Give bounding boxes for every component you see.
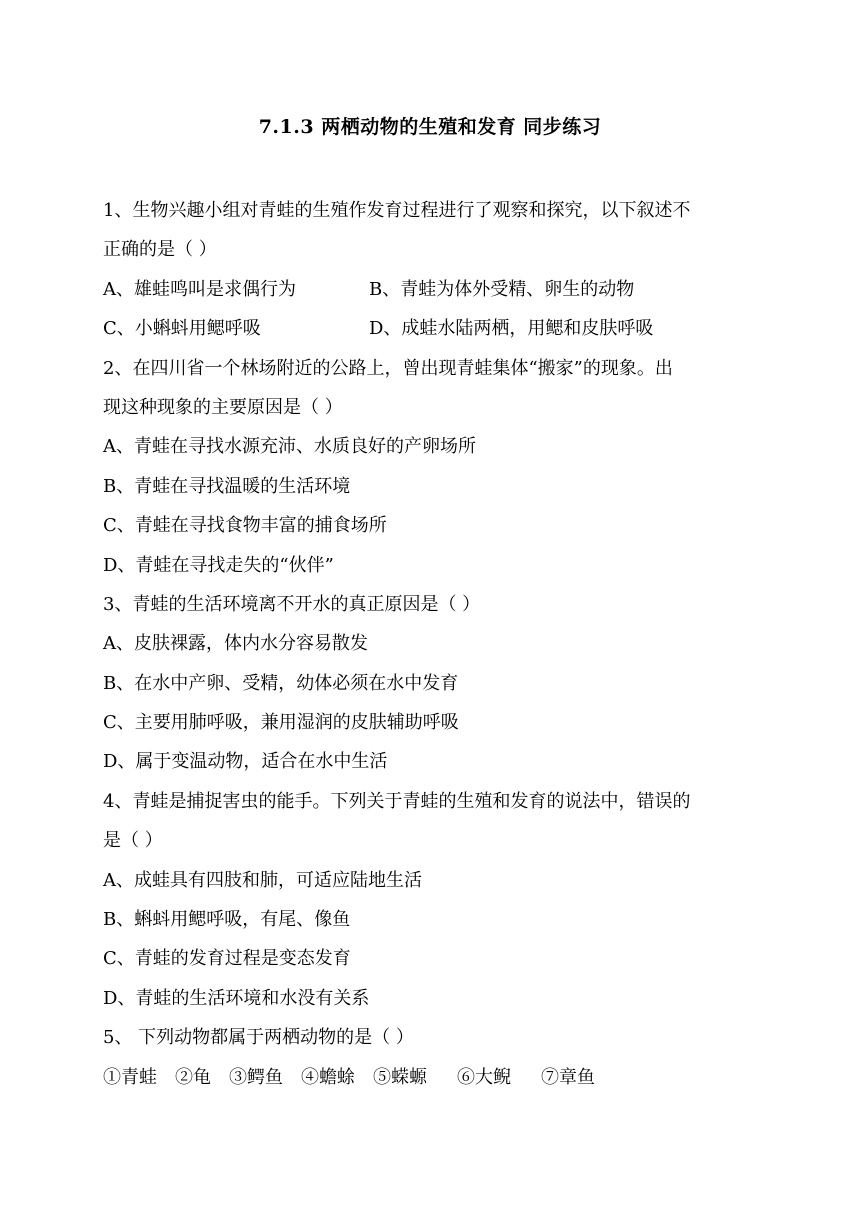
q1-option-d: D、成蛙水陆两栖，用鳃和皮肤呼吸 [369, 318, 654, 340]
q4-option-d: D、青蛙的生活环境和水没有关系 [103, 987, 370, 1009]
q3-option-d: D、属于变温动物，适合在水中生活 [103, 751, 388, 773]
q2-stem-line-1: 2、在四川省一个林场附近的公路上，曾出现青蛙集体“搬家”的现象。出 [103, 357, 673, 379]
q2-option-c: C、青蛙在寻找食物丰富的捕食场所 [103, 515, 387, 537]
q3-option-c: C、主要用肺呼吸，兼用湿润的皮肤辅助呼吸 [103, 712, 459, 734]
q5-animal-list [103, 1058, 763, 1097]
q4-option-b: B、蝌蚪用鳃呼吸，有尾、像鱼 [103, 909, 351, 931]
q5-item-5: ⑤蝾螈 [373, 1066, 427, 1088]
q1-option-a: A、雄蛙鸣叫是求偶行为 [103, 278, 296, 300]
q1-stem-line-1: 1、生物兴趣小组对青蛙的生殖作发育过程进行了观察和探究，以下叙述不 [103, 200, 691, 221]
q4-option-a: A、成蛙具有四肢和肺，可适应陆地生活 [103, 869, 422, 891]
q3-option-a: A、皮肤裸露，体内水分容易散发 [103, 633, 368, 655]
q4-stem-line-1: 4、青蛙是捕捉害虫的能手。下列关于青蛙的生殖和发育的说法中，错误的 [103, 790, 691, 812]
q2-option-d: D、青蛙在寻找走失的“伙伴” [103, 554, 334, 576]
q2-option-a: A、青蛙在寻找水源充沛、水质良好的产卵场所 [103, 436, 476, 458]
q1-options-row-2 [103, 309, 763, 348]
q1-option-b: B、青蛙为体外受精、卵生的动物 [369, 278, 635, 300]
q5-item-3: ③鳄鱼 [229, 1066, 283, 1088]
q5-item-7: ⑦章鱼 [541, 1066, 595, 1088]
q5-stem-line-1: 5、 下列动物都属于两栖动物的是（ ） [103, 1027, 414, 1049]
worksheet-body [103, 191, 763, 1097]
q1-option-c: C、小蝌蚪用鳃呼吸 [103, 318, 261, 340]
q1-stem-line-2: 正确的是（ ） [103, 239, 217, 261]
q3-stem-line-1: 3、青蛙的生活环境离不开水的真正原因是（ ） [103, 593, 481, 615]
worksheet-title: 7.1.3 两栖动物的生殖和发育 同步练习 [258, 116, 602, 138]
q5-item-4: ④蟾蜍 [301, 1066, 355, 1088]
q5-item-1: ①青蛙 [103, 1066, 157, 1088]
q4-option-c: C、青蛙的发育过程是变态发育 [103, 948, 351, 970]
q3-option-b: B、在水中产卵、受精，幼体必须在水中发育 [103, 672, 459, 694]
q4-stem-line-2: 是（ ） [103, 830, 163, 852]
q5-item-2: ②龟 [175, 1066, 211, 1088]
q1-options-row-1 [103, 270, 763, 309]
q5-item-6: ⑥大鲵 [457, 1066, 511, 1088]
q2-option-b: B、青蛙在寻找温暖的生活环境 [103, 475, 351, 497]
q2-stem-line-2: 现这种现象的主要原因是（ ） [103, 396, 343, 418]
